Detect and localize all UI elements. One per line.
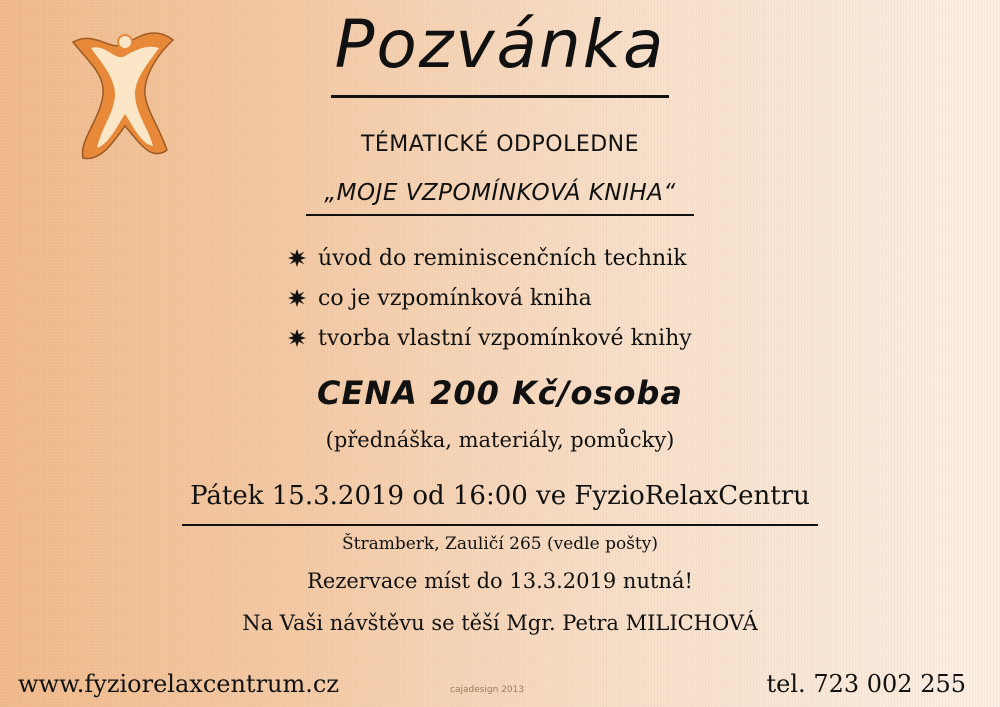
phone-number: tel. 723 002 255 (766, 670, 966, 698)
star-burst-icon (288, 289, 306, 307)
list-item (288, 238, 788, 278)
event-name: „MOJE VZPOMÍNKOVÁ KNIHA“ (324, 180, 676, 206)
price: CENA 200 Kč/osoba (317, 374, 683, 412)
subtitle: TÉMATICKÉ ODPOLEDNE (360, 132, 640, 157)
greeting: Na Vaši návštěvu se těší Mgr. Petra MILICHOVÁ (242, 611, 758, 635)
address: Štramberk, Zauličí 265 (vedle pošty) (341, 534, 658, 554)
topic-text: co je vzpomínková kniha (318, 285, 592, 311)
star-burst-icon (288, 329, 306, 347)
event-date: Pátek 15.3.2019 od 16:00 ve FyzioRelaxCentru (190, 481, 810, 511)
website-link[interactable]: www.fyziorelaxcentrum.cz (18, 670, 339, 698)
reservation-note: Rezervace míst do 13.3.2019 nutná! (307, 569, 693, 593)
page-title: Pozvánka (334, 6, 666, 83)
date-underline (182, 524, 818, 526)
title-underline (331, 95, 669, 98)
topic-list (288, 238, 788, 358)
list-item (288, 318, 788, 358)
topic-text: tvorba vlastní vzpomínkové knihy (318, 325, 692, 351)
event-name-underline (306, 214, 694, 216)
topic-text: úvod do reminiscenčních technik (318, 245, 687, 271)
design-credit: cajadesign 2013 (450, 685, 525, 695)
list-item (288, 278, 788, 318)
price-note: (přednáška, materiály, pomůcky) (325, 428, 675, 452)
star-burst-icon (288, 249, 306, 267)
